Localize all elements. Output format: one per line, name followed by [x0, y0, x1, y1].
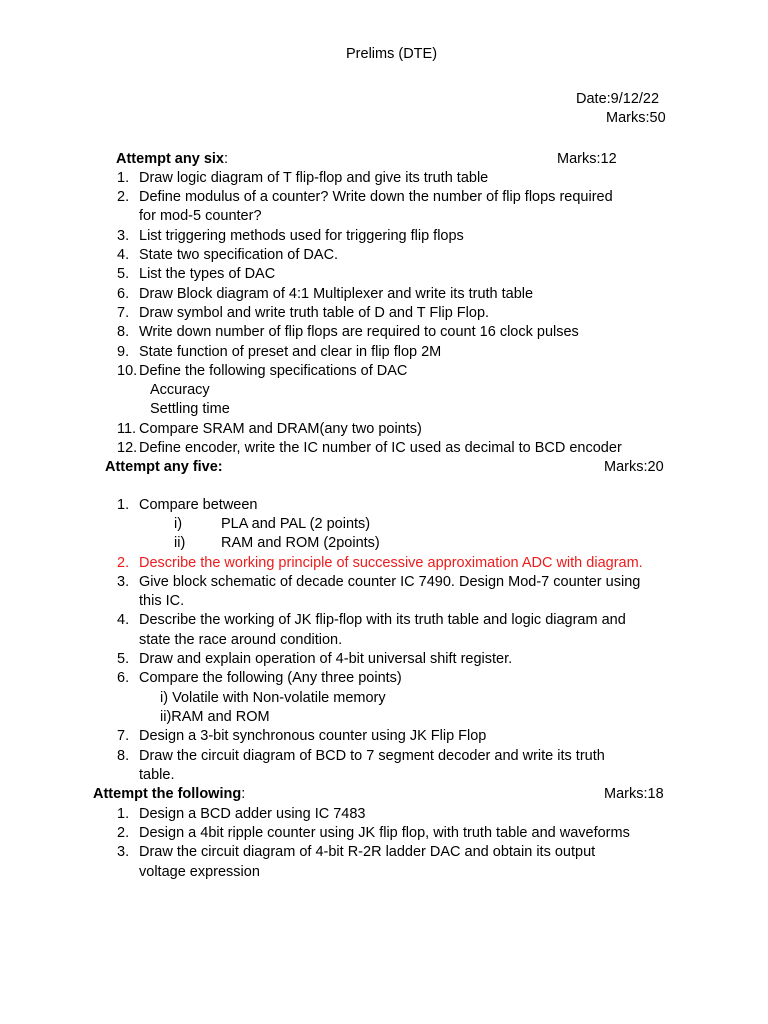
- question-number: 4.: [117, 612, 130, 628]
- question-text: Draw the circuit diagram of 4-bit R-2R ladder DAC and obtain its output: [139, 844, 596, 860]
- question-number: 11.: [117, 421, 137, 437]
- question-number: 7.: [117, 305, 130, 321]
- section1-marks: Marks:12: [557, 151, 617, 167]
- question-text: Define modulus of a counter? Write down the number of flip flops required: [139, 189, 613, 205]
- question-number: 6.: [117, 286, 130, 302]
- question-text: List triggering methods used for triggering flip flops: [139, 228, 464, 244]
- question-text: Draw symbol and write truth table of D and T Flip Flop.: [139, 305, 490, 321]
- subitem-number: ii): [174, 535, 186, 551]
- question-text-continued: table.: [139, 767, 175, 783]
- question-number: 3.: [117, 228, 130, 244]
- question-number: 1.: [117, 497, 130, 513]
- question-text: Define encoder, write the IC number of IC used as decimal to BCD encoder: [139, 440, 622, 456]
- question-number: 5.: [117, 266, 130, 282]
- question-text: Design a 3-bit synchronous counter using JK Flip Flop: [139, 728, 487, 744]
- question-number: 6.: [117, 670, 130, 686]
- question-text: Describe the working of JK flip-flop with its truth table and logic diagram and: [139, 612, 626, 628]
- highlighted-question-text: Describe the working principle of successive approximation ADC with diagram.: [139, 555, 643, 571]
- question-text: List the types of DAC: [139, 266, 276, 282]
- question-text-continued: for mod-5 counter?: [139, 208, 262, 224]
- question-text: Draw the circuit diagram of BCD to 7 segment decoder and write its truth: [139, 748, 605, 764]
- question-text-continued: voltage expression: [139, 864, 260, 880]
- question-subitem: i) Volatile with Non-volatile memory: [160, 690, 386, 706]
- question-number: 2.: [117, 189, 130, 205]
- question-text: Draw Block diagram of 4:1 Multiplexer and write its truth table: [139, 286, 534, 302]
- subitem-number: i): [174, 516, 183, 532]
- section3-marks: Marks:18: [604, 786, 664, 802]
- section2-marks: Marks:20: [604, 459, 664, 475]
- question-number: 2.: [117, 555, 130, 571]
- question-subitem: PLA and PAL (2 points): [221, 516, 371, 532]
- question-number: 3.: [117, 574, 130, 590]
- question-number: 2.: [117, 825, 130, 841]
- question-text: Design a 4bit ripple counter using JK flip flop, with truth table and waveforms: [139, 825, 630, 841]
- question-text: Write down number of flip flops are required to count 16 clock pulses: [139, 324, 579, 340]
- question-text: Compare the following (Any three points): [139, 670, 402, 686]
- question-number: 12.: [117, 440, 138, 456]
- page-title: Prelims (DTE): [346, 46, 438, 62]
- question-text: Compare between: [139, 497, 258, 513]
- question-number: 1.: [117, 170, 130, 186]
- question-text-continued: state the race around condition.: [139, 632, 343, 648]
- question-subitem: RAM and ROM (2points): [221, 535, 380, 551]
- question-text: Give block schematic of decade counter IC 7490. Design Mod-7 counter using: [139, 574, 641, 590]
- question-number: 3.: [117, 844, 130, 860]
- question-text: Define the following specifications of DAC: [139, 363, 408, 379]
- question-subitem: Settling time: [150, 401, 230, 417]
- question-text: Design a BCD adder using IC 7483: [139, 806, 366, 822]
- question-number: 8.: [117, 748, 130, 764]
- question-subitem: Accuracy: [150, 382, 210, 398]
- total-marks: Marks:50: [606, 110, 666, 126]
- question-text: Draw logic diagram of T flip-flop and give its truth table: [139, 170, 489, 186]
- question-subitem: ii)RAM and ROM: [160, 709, 270, 725]
- question-text: State function of preset and clear in flip flop 2M: [139, 344, 442, 360]
- question-number: 10.: [117, 363, 138, 379]
- question-text-continued: this IC.: [139, 593, 185, 609]
- section2-heading: Attempt any five:: [105, 459, 223, 475]
- question-number: 4.: [117, 247, 130, 263]
- question-text: Draw and explain operation of 4-bit universal shift register.: [139, 651, 513, 667]
- section1-heading: Attempt any six:: [116, 151, 229, 167]
- question-number: 1.: [117, 806, 130, 822]
- question-number: 9.: [117, 344, 130, 360]
- question-number: 8.: [117, 324, 130, 340]
- question-text: State two specification of DAC.: [139, 247, 339, 263]
- exam-date: Date:9/12/22: [576, 91, 660, 107]
- section3-heading: Attempt the following:: [93, 786, 246, 802]
- question-number: 7.: [117, 728, 130, 744]
- question-number: 5.: [117, 651, 130, 667]
- question-text: Compare SRAM and DRAM(any two points): [139, 421, 422, 437]
